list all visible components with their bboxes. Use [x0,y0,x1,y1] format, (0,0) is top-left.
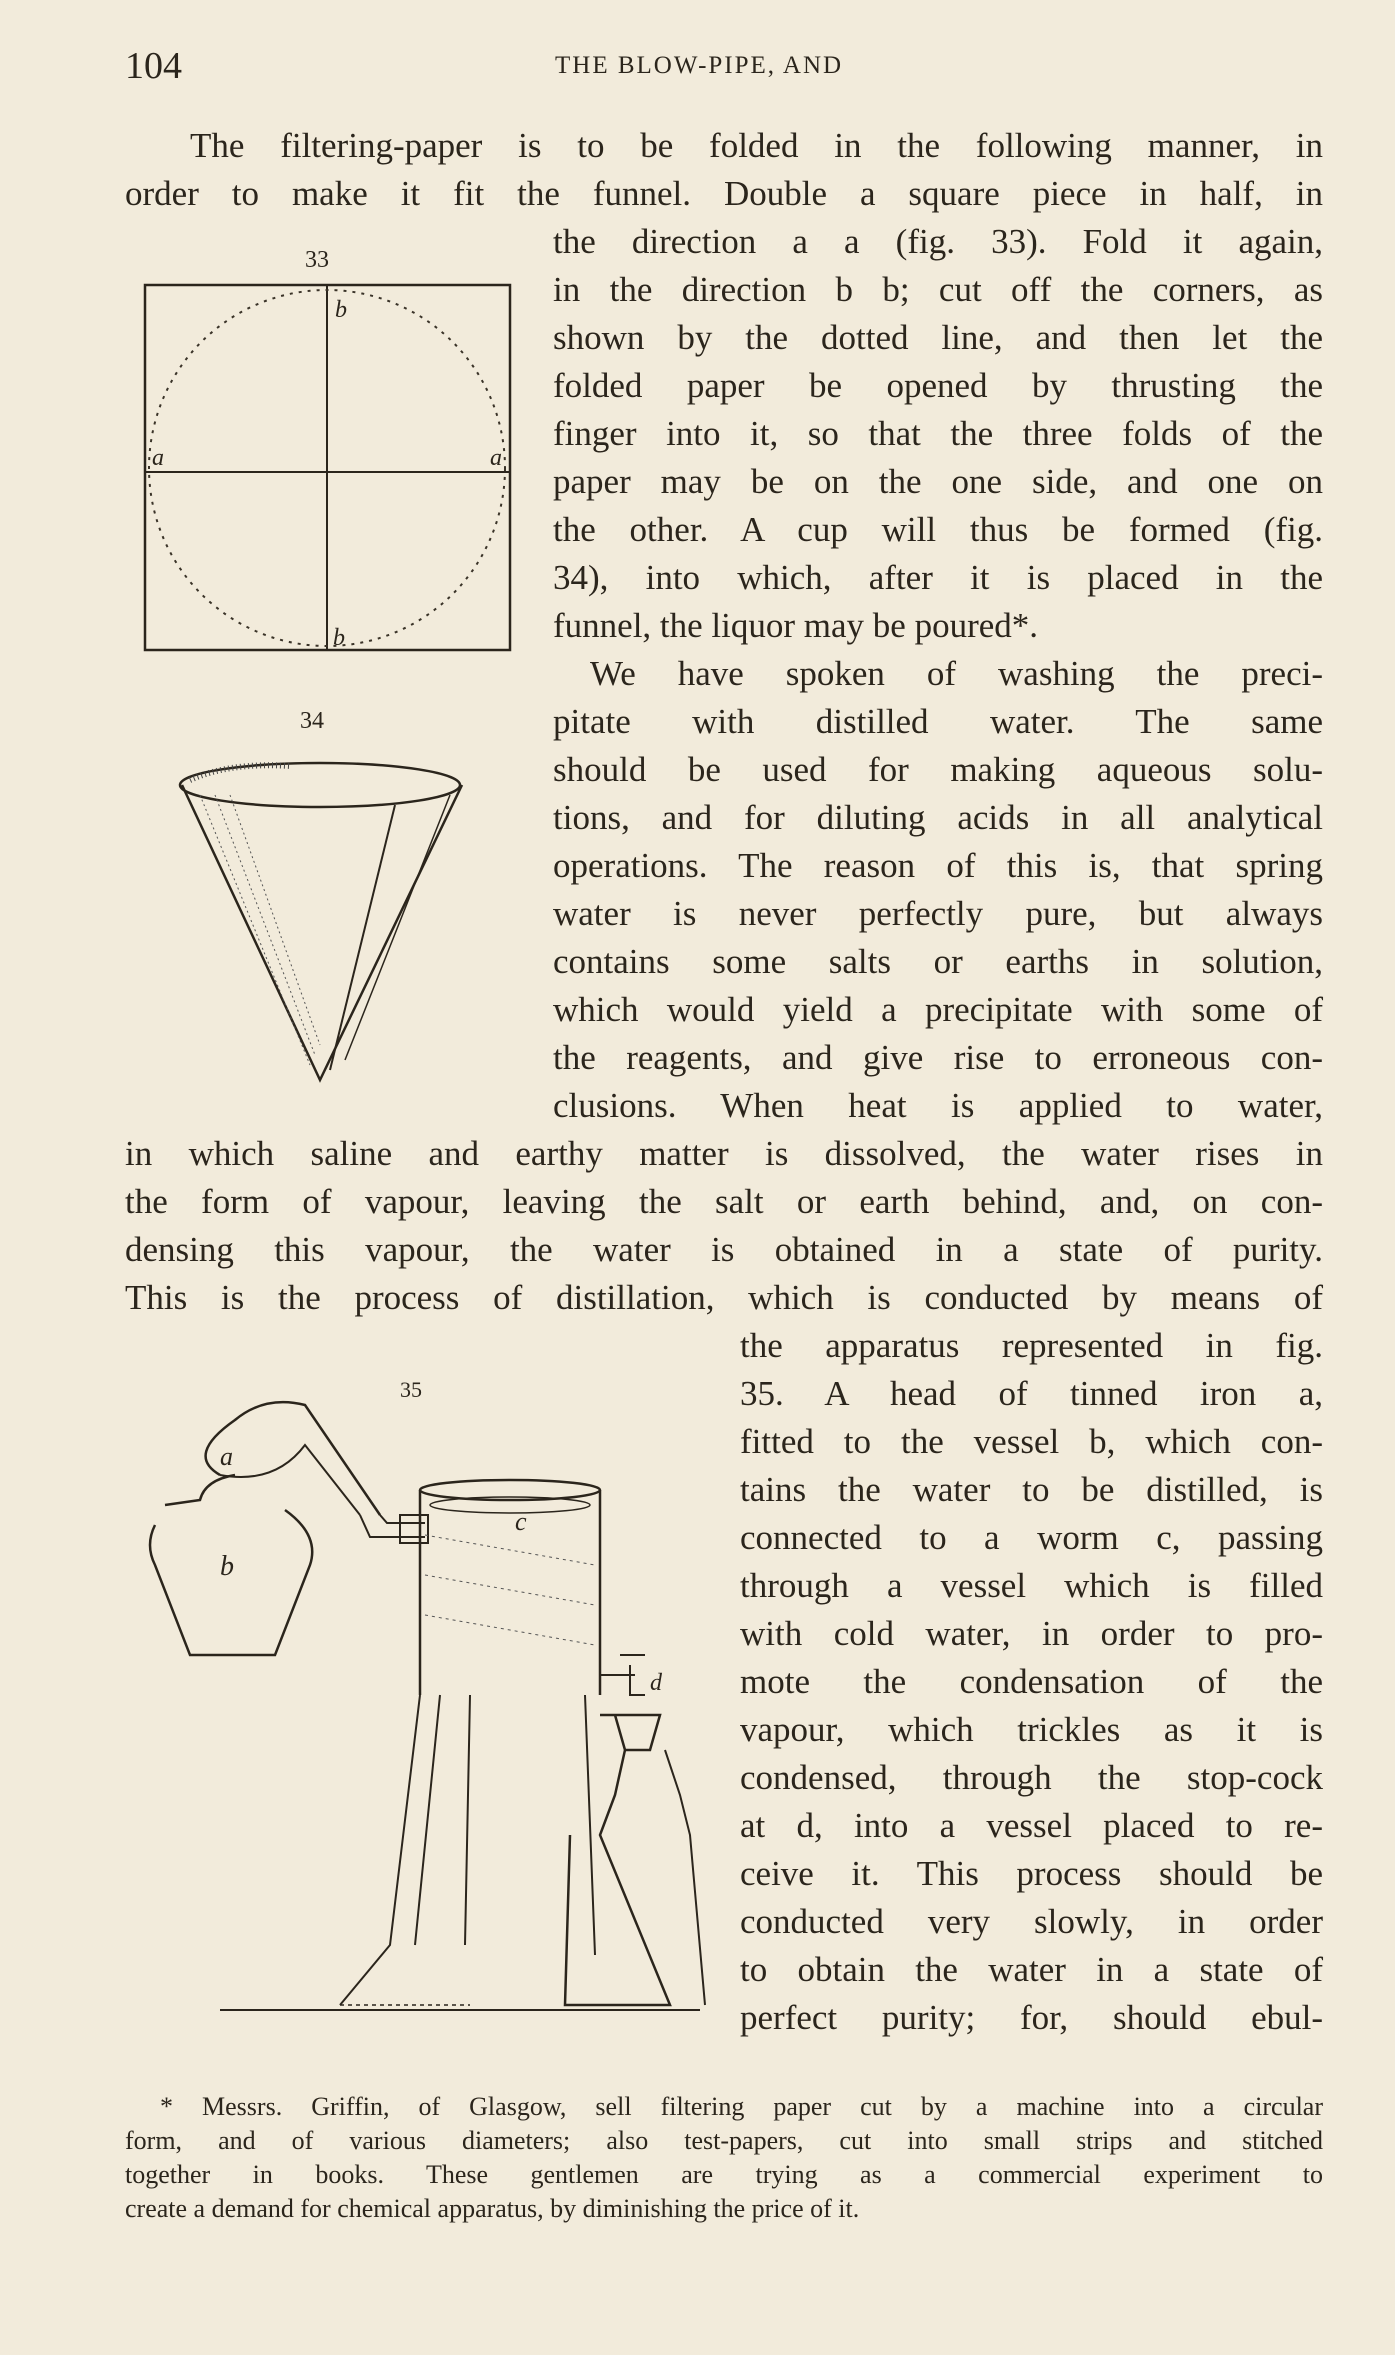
body-line: the direction a a (fig. 33). Fold it again, [553,222,1323,261]
body-line: in the direction b b; cut off the corners, as [553,270,1323,309]
fig-34-number: 34 [300,708,324,734]
body-line: at d, into a vessel placed to re- [740,1806,1323,1845]
body-line: condensed, through the stop-cock [740,1758,1323,1797]
body-line: fitted to the vessel b, which con- [740,1422,1323,1461]
body-line: vapour, which trickles as it is [740,1710,1323,1749]
footnote-line: together in books. These gentlemen are trying as a commercial experiment to [125,2160,1323,2189]
body-line: the form of vapour, leaving the salt or earth behind, and, on con- [125,1182,1323,1221]
fig-35-label-d: d [650,1670,662,1696]
footnote-line: create a demand for chemical apparatus, by diminishing the price of it. [125,2194,860,2223]
body-line: perfect purity; for, should ebul- [740,1998,1323,2037]
body-line: folded paper be opened by thrusting the [553,366,1323,405]
body-line: funnel, the liquor may be poured*. [553,606,1039,645]
body-line: pitate with distilled water. The same [553,702,1323,741]
body-line: densing this vapour, the water is obtained in a state of purity. [125,1230,1323,1269]
fig-33-label-a-right: a [490,445,502,471]
body-line: which would yield a precipitate with some of [553,990,1323,1029]
fig-33-label-b-bottom: b [333,625,345,651]
body-line: tions, and for diluting acids in all analytical [553,798,1323,837]
body-line: This is the process of distillation, which is conducted by means of [125,1278,1323,1317]
body-line: order to make it fit the funnel. Double a square piece in half, in [125,174,1323,213]
body-line: contains some salts or earths in solution, [553,942,1323,981]
body-line: ceive it. This process should be [740,1854,1323,1893]
body-line: mote the condensation of the [740,1662,1323,1701]
filter-paper-fold-diagram [140,235,520,660]
page-header [125,44,1325,87]
body-line: the apparatus represented in fig. [740,1326,1323,1365]
body-line: the other. A cup will thus be formed (fig. [553,510,1323,549]
body-line: through a vessel which is filled [740,1566,1323,1605]
figure-35 [125,1365,715,2025]
body-line: water is never perfectly pure, but always [553,894,1323,933]
fig-33-label-a-left: a [152,445,164,471]
fig-35-label-c: c [515,1507,527,1536]
fig-35-label-b: b [220,1551,234,1582]
body-line: We have spoken of washing the preci- [590,654,1323,693]
fig-33-label-b-top: b [335,297,347,323]
body-line: paper may be on the one side, and one on [553,462,1323,501]
figure-33 [140,235,520,660]
fig-33-number: 33 [305,247,329,273]
body-line: conducted very slowly, in order [740,1902,1323,1941]
footnote-line: form, and of various diameters; also test-papers, cut into small strips and stitched [125,2126,1323,2155]
body-line: to obtain the water in a state of [740,1950,1323,1989]
body-line: should be used for making aqueous solu- [553,750,1323,789]
body-line: in which saline and earthy matter is dissolved, the water rises in [125,1134,1323,1173]
body-line: the reagents, and give rise to erroneous con- [553,1038,1323,1077]
page-number: 104 [125,45,182,87]
distillation-apparatus-illustration [125,1365,715,2025]
body-line: 34), into which, after it is placed in the [553,558,1323,597]
body-line: finger into it, so that the three folds of the [553,414,1323,453]
body-line: shown by the dotted line, and then let the [553,318,1323,357]
body-line: connected to a worm c, passing [740,1518,1323,1557]
body-line: The filtering-paper is to be folded in the following manner, in [190,126,1323,165]
body-line: clusions. When heat is applied to water, [553,1086,1323,1125]
body-line: operations. The reason of this is, that spring [553,846,1323,885]
figure-34 [170,700,480,1100]
body-line: 35. A head of tinned iron a, [740,1374,1323,1413]
fig-35-number: 35 [400,1377,422,1402]
filter-cone-illustration [170,700,480,1100]
body-line: tains the water to be distilled, is [740,1470,1323,1509]
footnote-line: * Messrs. Griffin, of Glasgow, sell filtering paper cut by a machine into a circular [160,2092,1323,2121]
fig-35-label-a: a [220,1442,233,1471]
body-line: with cold water, in order to pro- [740,1614,1323,1653]
running-head: THE BLOW-PIPE, AND [555,52,844,79]
